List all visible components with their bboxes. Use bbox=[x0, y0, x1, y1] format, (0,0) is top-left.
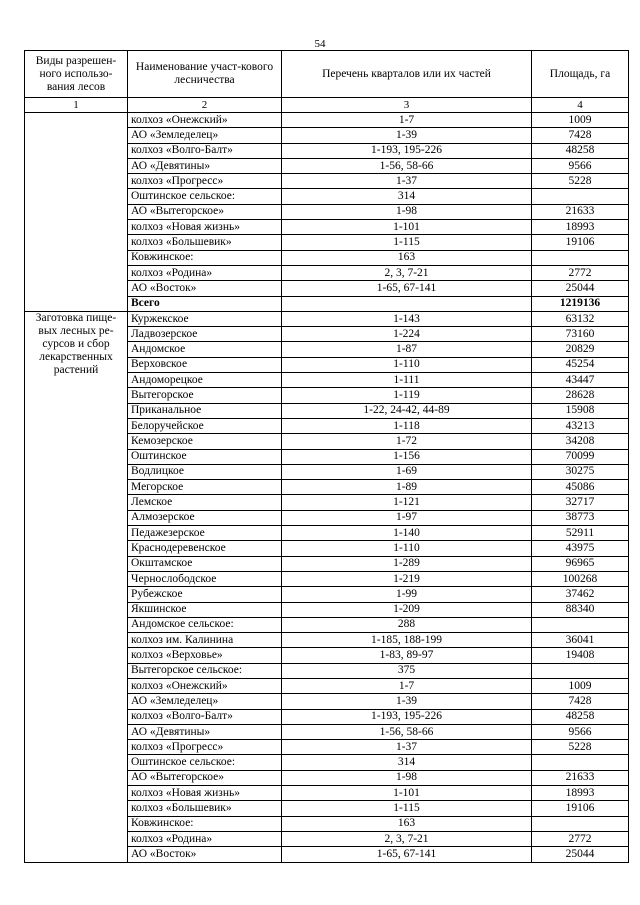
area-cell: 43447 bbox=[532, 373, 629, 388]
forestry-name-cell: Кемозерское bbox=[128, 434, 282, 449]
quarters-cell: 288 bbox=[282, 617, 532, 632]
header-forestry-name: Наименование участ-кового лесничества bbox=[128, 51, 282, 98]
area-cell: 1009 bbox=[532, 113, 629, 128]
forestry-name-cell: АО «Вытегорское» bbox=[128, 770, 282, 785]
quarters-cell: 1-110 bbox=[282, 541, 532, 556]
quarters-cell: 1-99 bbox=[282, 587, 532, 602]
forestry-name-cell: Всего bbox=[128, 296, 282, 311]
quarters-cell: 1-97 bbox=[282, 510, 532, 525]
area-cell: 2772 bbox=[532, 265, 629, 280]
area-cell: 19106 bbox=[532, 801, 629, 816]
area-cell: 48258 bbox=[532, 143, 629, 158]
quarters-cell: 1-110 bbox=[282, 357, 532, 372]
forestry-name-cell: Окштамское bbox=[128, 556, 282, 571]
quarters-cell: 1-219 bbox=[282, 571, 532, 586]
forestry-name-cell: колхоз «Прогресс» bbox=[128, 174, 282, 189]
forestry-name-cell: АО «Земледелец» bbox=[128, 694, 282, 709]
quarters-cell: 1-65, 67-141 bbox=[282, 847, 532, 862]
quarters-cell: 1-37 bbox=[282, 740, 532, 755]
area-cell: 7428 bbox=[532, 128, 629, 143]
quarters-cell: 1-121 bbox=[282, 495, 532, 510]
area-cell: 5228 bbox=[532, 174, 629, 189]
forestry-name-cell: колхоз «Большевик» bbox=[128, 801, 282, 816]
quarters-cell: 1-37 bbox=[282, 174, 532, 189]
forestry-name-cell: АО «Девятины» bbox=[128, 724, 282, 739]
quarters-cell: 1-39 bbox=[282, 128, 532, 143]
column-number: 4 bbox=[532, 98, 629, 113]
area-cell: 100268 bbox=[532, 571, 629, 586]
forestry-name-cell: колхоз «Онежский» bbox=[128, 113, 282, 128]
area-cell: 38773 bbox=[532, 510, 629, 525]
area-cell: 19106 bbox=[532, 235, 629, 250]
forestry-name-cell: Ладвозерское bbox=[128, 327, 282, 342]
forestry-name-cell: АО «Восток» bbox=[128, 847, 282, 862]
header-area: Площадь, га bbox=[532, 51, 629, 98]
forestry-name-cell: колхоз «Волго-Балт» bbox=[128, 709, 282, 724]
forestry-name-cell: колхоз «Родина» bbox=[128, 831, 282, 846]
quarters-cell: 1-140 bbox=[282, 526, 532, 541]
quarters-cell: 1-209 bbox=[282, 602, 532, 617]
forestry-name-cell: колхоз «Новая жизнь» bbox=[128, 786, 282, 801]
quarters-cell: 163 bbox=[282, 816, 532, 831]
forestry-name-cell: АО «Вытегорское» bbox=[128, 204, 282, 219]
area-cell: 21633 bbox=[532, 770, 629, 785]
quarters-cell: 1-193, 195-226 bbox=[282, 709, 532, 724]
quarters-cell: 375 bbox=[282, 663, 532, 678]
area-cell: 52911 bbox=[532, 526, 629, 541]
area-cell: 1219136 bbox=[532, 296, 629, 311]
quarters-cell: 1-224 bbox=[282, 327, 532, 342]
area-cell: 2772 bbox=[532, 831, 629, 846]
area-cell: 9566 bbox=[532, 158, 629, 173]
forestry-name-cell: Алмозерское bbox=[128, 510, 282, 525]
quarters-cell: 1-83, 89-97 bbox=[282, 648, 532, 663]
forestry-name-cell: Оштинское bbox=[128, 449, 282, 464]
quarters-cell: 1-65, 67-141 bbox=[282, 281, 532, 296]
quarters-cell: 1-111 bbox=[282, 373, 532, 388]
area-cell: 28628 bbox=[532, 388, 629, 403]
forestry-name-cell: Ковжинское: bbox=[128, 250, 282, 265]
area-cell bbox=[532, 816, 629, 831]
area-cell: 96965 bbox=[532, 556, 629, 571]
forestry-name-cell: Краснодеревенское bbox=[128, 541, 282, 556]
quarters-cell: 2, 3, 7-21 bbox=[282, 265, 532, 280]
area-cell: 7428 bbox=[532, 694, 629, 709]
forestry-name-cell: Вытегорское bbox=[128, 388, 282, 403]
forest-use-table bbox=[24, 50, 629, 863]
table-row bbox=[25, 113, 629, 128]
area-cell bbox=[532, 617, 629, 632]
area-cell: 18993 bbox=[532, 220, 629, 235]
forestry-name-cell: Чернослободское bbox=[128, 571, 282, 586]
quarters-cell: 1-115 bbox=[282, 235, 532, 250]
quarters-cell: 1-39 bbox=[282, 694, 532, 709]
quarters-cell: 1-185, 188-199 bbox=[282, 633, 532, 648]
area-cell: 18993 bbox=[532, 786, 629, 801]
forestry-name-cell: колхоз «Родина» bbox=[128, 265, 282, 280]
header-row bbox=[25, 51, 629, 98]
area-cell: 19408 bbox=[532, 648, 629, 663]
header-quarters-list: Перечень кварталов или их частей bbox=[282, 51, 532, 98]
quarters-cell: 1-7 bbox=[282, 113, 532, 128]
area-cell: 30275 bbox=[532, 464, 629, 479]
area-cell: 43975 bbox=[532, 541, 629, 556]
forestry-name-cell: колхоз «Онежский» bbox=[128, 678, 282, 693]
area-cell: 25044 bbox=[532, 847, 629, 862]
quarters-cell: 1-289 bbox=[282, 556, 532, 571]
forestry-name-cell: Приканальное bbox=[128, 403, 282, 418]
quarters-cell: 1-101 bbox=[282, 786, 532, 801]
quarters-cell: 1-156 bbox=[282, 449, 532, 464]
quarters-cell: 1-7 bbox=[282, 678, 532, 693]
area-cell: 37462 bbox=[532, 587, 629, 602]
quarters-cell: 1-69 bbox=[282, 464, 532, 479]
area-cell: 21633 bbox=[532, 204, 629, 219]
area-cell: 70099 bbox=[532, 449, 629, 464]
quarters-cell: 1-87 bbox=[282, 342, 532, 357]
table-row bbox=[25, 311, 629, 326]
column-number: 3 bbox=[282, 98, 532, 113]
forestry-name-cell: колхоз «Новая жизнь» bbox=[128, 220, 282, 235]
forestry-name-cell: Андомское сельское: bbox=[128, 617, 282, 632]
use-type-cell: Заготовка пище-вых лесных ре-сурсов и сбор лекарственных растений bbox=[25, 311, 128, 862]
area-cell bbox=[532, 250, 629, 265]
forestry-name-cell: колхоз им. Калинина bbox=[128, 633, 282, 648]
area-cell: 9566 bbox=[532, 724, 629, 739]
forestry-name-cell: АО «Девятины» bbox=[128, 158, 282, 173]
quarters-cell: 1-98 bbox=[282, 204, 532, 219]
quarters-cell: 1-22, 24-42, 44-89 bbox=[282, 403, 532, 418]
forestry-name-cell: Оштинское сельское: bbox=[128, 755, 282, 770]
quarters-cell: 1-56, 58-66 bbox=[282, 724, 532, 739]
quarters-cell: 1-193, 195-226 bbox=[282, 143, 532, 158]
quarters-cell: 314 bbox=[282, 755, 532, 770]
forestry-name-cell: Водлицкое bbox=[128, 464, 282, 479]
use-type-cell-empty bbox=[25, 113, 128, 312]
quarters-cell: 2, 3, 7-21 bbox=[282, 831, 532, 846]
column-number-row bbox=[25, 98, 629, 113]
page-number: 54 bbox=[314, 38, 326, 50]
column-number: 2 bbox=[128, 98, 282, 113]
forestry-name-cell: Мегорское bbox=[128, 480, 282, 495]
forestry-name-cell: Белоручейское bbox=[128, 418, 282, 433]
quarters-cell: 1-56, 58-66 bbox=[282, 158, 532, 173]
forestry-name-cell: Андомское bbox=[128, 342, 282, 357]
forestry-name-cell: АО «Восток» bbox=[128, 281, 282, 296]
forestry-name-cell: Рубежское bbox=[128, 587, 282, 602]
area-cell: 36041 bbox=[532, 633, 629, 648]
quarters-cell: 1-98 bbox=[282, 770, 532, 785]
table-body bbox=[25, 113, 629, 863]
area-cell: 45086 bbox=[532, 480, 629, 495]
forestry-name-cell: колхоз «Прогресс» bbox=[128, 740, 282, 755]
column-number: 1 bbox=[25, 98, 128, 113]
area-cell: 5228 bbox=[532, 740, 629, 755]
area-cell: 45254 bbox=[532, 357, 629, 372]
quarters-cell: 1-118 bbox=[282, 418, 532, 433]
area-cell: 34208 bbox=[532, 434, 629, 449]
forestry-name-cell: Ковжинское: bbox=[128, 816, 282, 831]
area-cell: 43213 bbox=[532, 418, 629, 433]
forestry-name-cell: Куржекское bbox=[128, 311, 282, 326]
forestry-name-cell: Оштинское сельское: bbox=[128, 189, 282, 204]
forestry-name-cell: колхоз «Верховье» bbox=[128, 648, 282, 663]
forestry-name-cell: Якшинское bbox=[128, 602, 282, 617]
forestry-name-cell: Лемское bbox=[128, 495, 282, 510]
quarters-cell: 1-115 bbox=[282, 801, 532, 816]
area-cell: 48258 bbox=[532, 709, 629, 724]
quarters-cell: 1-119 bbox=[282, 388, 532, 403]
forestry-name-cell: колхоз «Большевик» bbox=[128, 235, 282, 250]
forestry-name-cell: Вытегорское сельское: bbox=[128, 663, 282, 678]
forestry-name-cell: колхоз «Волго-Балт» bbox=[128, 143, 282, 158]
area-cell: 88340 bbox=[532, 602, 629, 617]
area-cell bbox=[532, 663, 629, 678]
forestry-name-cell: АО «Земледелец» bbox=[128, 128, 282, 143]
area-cell: 25044 bbox=[532, 281, 629, 296]
area-cell: 15908 bbox=[532, 403, 629, 418]
area-cell bbox=[532, 755, 629, 770]
area-cell: 63132 bbox=[532, 311, 629, 326]
quarters-cell: 1-89 bbox=[282, 480, 532, 495]
quarters-cell: 314 bbox=[282, 189, 532, 204]
quarters-cell: 1-72 bbox=[282, 434, 532, 449]
area-cell: 20829 bbox=[532, 342, 629, 357]
area-cell: 32717 bbox=[532, 495, 629, 510]
quarters-cell: 1-143 bbox=[282, 311, 532, 326]
area-cell: 73160 bbox=[532, 327, 629, 342]
header-use-type: Виды разрешен-ного использо-вания лесов bbox=[25, 51, 128, 98]
quarters-cell: 1-101 bbox=[282, 220, 532, 235]
quarters-cell bbox=[282, 296, 532, 311]
area-cell: 1009 bbox=[532, 678, 629, 693]
forestry-name-cell: Андоморецкое bbox=[128, 373, 282, 388]
forestry-name-cell: Верховское bbox=[128, 357, 282, 372]
quarters-cell: 163 bbox=[282, 250, 532, 265]
area-cell bbox=[532, 189, 629, 204]
forestry-name-cell: Педажезерское bbox=[128, 526, 282, 541]
